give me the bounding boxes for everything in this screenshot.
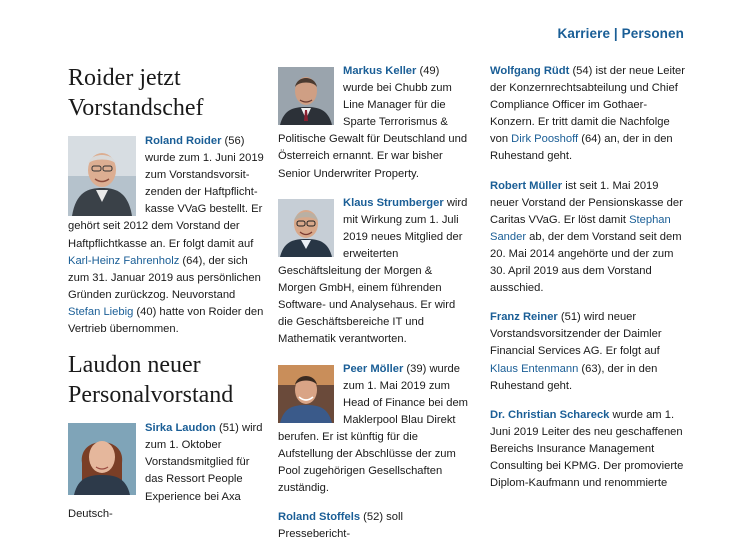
headline-roider: Roider jetzt Vorstandschef xyxy=(68,65,204,121)
person-name: Markus Keller xyxy=(343,65,417,77)
person-name: Peer Möller xyxy=(343,362,404,375)
article-roider: Roland Roider (56) wurde zum 1. Juni 2019 zum Vorstandsvorsit-zenden der Haftpflicht-kasse VVaG bestellt. Er gehört seit 2012 dem Vorstand der Haftpflichtkasse an. Er folgt damit auf Karl-Heinz Fahrenholz (64), der sich zum 31. Januar 2019 aus persönlichen Gründen zurückzog. Neuvorstand Stefan Liebig (40) hatte von Roider den Vertrieb übernommen. xyxy=(68,135,264,336)
portrait-sirka-laudon xyxy=(68,423,136,495)
person-name: Roland Roider xyxy=(145,135,222,147)
person-name: Dr. Christian Schareck xyxy=(490,408,610,421)
section-header: Karriere | Personen xyxy=(557,26,684,41)
person-name: Robert Müller xyxy=(490,179,563,192)
article-reiner: Franz Reiner (51) wird neuer Vorstandsvorsitzender der Daimler Financial Services AG. Er folgt auf Klaus Entenmann (63), der in den Ruhestand geht. xyxy=(490,311,662,392)
portrait-roland-roider xyxy=(68,136,136,216)
person-link: Stefan Liebig xyxy=(68,305,134,318)
person-link: Stephan Sander xyxy=(490,213,671,243)
person-link: Klaus Entenmann xyxy=(490,362,579,375)
person-link: Dirk Pooshoff xyxy=(511,133,579,146)
article-mueller: Robert Müller ist seit 1. Mai 2019 neuer Vorstand der Pensionskasse der Caritas VVaG. Er löst damit Stephan Sander ab, der dem Vorstand seit dem 20. Mai 2014 angehörte und der zum 30. April 2019 aus dem Vorstand ausschied. xyxy=(490,179,683,295)
headline-laudon: Laudon neuer Personalvorstand xyxy=(68,352,234,409)
column-3 xyxy=(490,63,688,492)
article-keller: Markus Keller (49) wurde bei Chubb zum Line Manager für die Sparte Terrorismus & Politische Gewalt für Deutschland und Österreich ernannt. Er war bisher Senior Underwriter Property. xyxy=(278,65,468,180)
person-name: Wolfgang Rüdt xyxy=(490,65,570,77)
portrait-markus-keller xyxy=(278,67,334,125)
person-name: Sirka Laudon xyxy=(145,422,216,435)
person-link: Karl-Heinz Fahrenholz xyxy=(68,254,180,267)
column-2 xyxy=(278,63,470,543)
article-ruedt: Wolfgang Rüdt (54) ist der neue Leiter der Konzernrechtsabteilung und Chief Compliance Officer im Gothaer-Konzern. Er tritt damit die Nachfolge von Dirk Pooshoff (64) an, der in den Ruhestand geht. xyxy=(490,65,686,163)
article-moeller: Peer Möller (39) wurde zum 1. Mai 2019 zum Head of Finance bei dem Maklerpool Blau Direkt berufen. Er ist künftig für die Aufstellung der Abschlüsse der zum Pool zugehörigen Gesellschaften zuständig. xyxy=(278,362,469,495)
article-strumberger: Klaus Strumberger wird mit Wirkung zum 1. Juli 2019 neues Mitglied der erweiterten Geschäftsleitung der Morgen & Morgen GmbH, einem führenden Software- und Analysehaus. Er wird die Geschäftsbereiche IT und Mathematik verantworten. xyxy=(278,196,468,346)
person-name: Franz Reiner xyxy=(490,311,558,324)
article-laudon: Sirka Laudon (51) wird zum 1. Oktober Vorstandsmitglied für das Ressort People Experience bei Axa Deutsch- xyxy=(68,422,263,520)
column-1 xyxy=(68,63,264,523)
portrait-klaus-strumberger xyxy=(278,199,334,257)
article-stoffels: Roland Stoffels (52) soll Pressebericht- xyxy=(278,511,403,541)
article-schareck: Dr. Christian Schareck wurde am 1. Juni 2019 Leiter des neu geschaffenen Bereichs Insurance Management Consulting bei KPMG. Der promovierte Diplom-Kaufmann und renommierte xyxy=(490,408,684,490)
portrait-peer-moeller xyxy=(278,365,334,423)
person-name: Klaus Strumberger xyxy=(343,196,444,209)
person-name: Roland Stoffels xyxy=(278,511,361,524)
